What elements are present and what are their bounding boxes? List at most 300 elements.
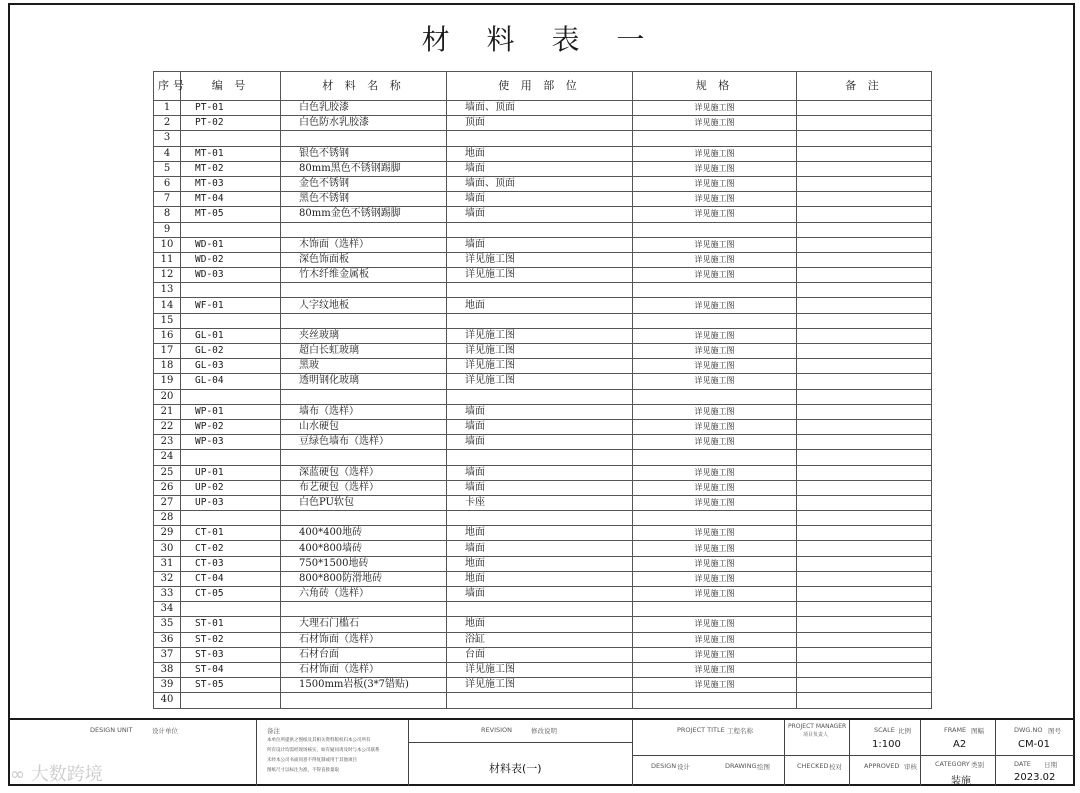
usage-location: 详见施工图 — [447, 662, 633, 677]
spec: 详见施工图 — [633, 359, 797, 374]
usage-location: 详见施工图 — [447, 268, 633, 283]
material-name: 深色饰面板 — [281, 252, 447, 267]
usage-location: 地面 — [447, 617, 633, 632]
remarks — [797, 435, 932, 450]
usage-location: 墙面 — [447, 465, 633, 480]
frame-cell — [920, 720, 995, 786]
material-name: 黑玻 — [281, 359, 447, 374]
table-row — [154, 480, 932, 495]
spec — [633, 131, 797, 146]
material-name: 黑色不锈钢 — [281, 192, 447, 207]
material-code: GL-02 — [181, 344, 281, 359]
row-index: 14 — [154, 298, 181, 313]
material-code — [181, 450, 281, 465]
material-name — [281, 511, 447, 526]
revision-cell — [408, 720, 632, 786]
usage-location: 墙面 — [447, 161, 633, 176]
table-row — [154, 511, 932, 526]
design-label: DESIGN — [651, 762, 677, 770]
table-row — [154, 252, 932, 267]
table-row — [154, 359, 932, 374]
table-row — [154, 526, 932, 541]
spec: 详见施工图 — [633, 344, 797, 359]
revision-label: REVISION — [481, 726, 513, 734]
material-code — [181, 511, 281, 526]
material-code: WD-03 — [181, 268, 281, 283]
material-code: UP-01 — [181, 465, 281, 480]
remarks — [797, 647, 932, 662]
remarks — [797, 146, 932, 161]
table-row — [154, 556, 932, 571]
project-title-cell — [632, 720, 784, 786]
date-value: 2023.02 — [1014, 772, 1056, 783]
material-name: 深蓝硬包（选样） — [281, 465, 447, 480]
remarks — [797, 495, 932, 510]
spec: 详见施工图 — [633, 647, 797, 662]
remarks — [797, 662, 932, 677]
row-index: 34 — [154, 602, 181, 617]
frame-label: FRAME — [944, 726, 967, 734]
usage-location: 地面 — [447, 526, 633, 541]
drawing-name: 材料表(一) — [489, 762, 542, 775]
remarks — [797, 374, 932, 389]
usage-location: 台面 — [447, 647, 633, 662]
watermark-logo-icon: ∞ — [10, 764, 25, 785]
drawing-label-cn: 绘图 — [757, 763, 770, 771]
material-code: WP-01 — [181, 404, 281, 419]
spec: 详见施工图 — [633, 435, 797, 450]
row-index: 20 — [154, 389, 181, 404]
dwg-no-label-cn: 图号 — [1048, 727, 1061, 735]
frame-label-cn: 图幅 — [971, 727, 984, 735]
spec — [633, 283, 797, 298]
table-row — [154, 602, 932, 617]
material-name: 800*800防滑地砖 — [281, 571, 447, 586]
table-row — [154, 146, 932, 161]
table-row — [154, 587, 932, 602]
row-index: 22 — [154, 419, 181, 434]
table-row — [154, 207, 932, 222]
spec: 详见施工图 — [633, 662, 797, 677]
row-index: 7 — [154, 192, 181, 207]
material-name: 石材台面 — [281, 647, 447, 662]
usage-location: 顶面 — [447, 116, 633, 131]
spec: 详见施工图 — [633, 298, 797, 313]
row-index: 32 — [154, 571, 181, 586]
remarks — [797, 450, 932, 465]
usage-location — [447, 450, 633, 465]
row-index: 11 — [154, 252, 181, 267]
remarks — [797, 526, 932, 541]
usage-location — [447, 131, 633, 146]
material-name: 750*1500地砖 — [281, 556, 447, 571]
material-name: 豆绿色墙布（选样） — [281, 435, 447, 450]
remarks — [797, 192, 932, 207]
material-code: CT-04 — [181, 571, 281, 586]
watermark — [10, 760, 103, 786]
category-label-cn: 类别 — [971, 761, 984, 769]
material-code: GL-03 — [181, 359, 281, 374]
remarks — [797, 480, 932, 495]
table-row — [154, 404, 932, 419]
spec: 详见施工图 — [633, 146, 797, 161]
spec: 详见施工图 — [633, 192, 797, 207]
row-index: 35 — [154, 617, 181, 632]
row-index: 13 — [154, 283, 181, 298]
remarks — [797, 116, 932, 131]
project-title-label-cn: 工程名称 — [727, 727, 753, 735]
spec: 详见施工图 — [633, 161, 797, 176]
material-code: ST-02 — [181, 632, 281, 647]
material-code: CT-01 — [181, 526, 281, 541]
category-label: CATEGORY — [935, 760, 970, 768]
material-name: 白色PU软包 — [281, 495, 447, 510]
row-index: 27 — [154, 495, 181, 510]
usage-location — [447, 389, 633, 404]
frame-value: A2 — [953, 739, 967, 750]
material-name: 夹丝玻璃 — [281, 328, 447, 343]
divider — [850, 755, 921, 756]
col-header-index: 序号 — [154, 72, 181, 101]
scale-label: SCALE — [874, 726, 895, 734]
material-name: 山水硬包 — [281, 419, 447, 434]
divider — [921, 755, 996, 756]
spec — [633, 511, 797, 526]
remarks — [797, 404, 932, 419]
remarks — [797, 283, 932, 298]
material-code — [181, 313, 281, 328]
note-line: 本单位所提供之图纸及其相关资料版权归本公司所有 — [267, 738, 371, 743]
spec: 详见施工图 — [633, 571, 797, 586]
remarks — [797, 556, 932, 571]
material-name: 80mm金色不锈钢踢脚 — [281, 207, 447, 222]
row-index: 28 — [154, 511, 181, 526]
material-code: PT-02 — [181, 116, 281, 131]
row-index: 26 — [154, 480, 181, 495]
table-row — [154, 328, 932, 343]
spec — [633, 450, 797, 465]
spec: 详见施工图 — [633, 632, 797, 647]
material-code — [181, 283, 281, 298]
material-code: MT-05 — [181, 207, 281, 222]
table-row — [154, 161, 932, 176]
category-value: 装施 — [951, 776, 971, 787]
row-index: 38 — [154, 662, 181, 677]
row-index: 9 — [154, 222, 181, 237]
material-name: 白色防水乳胶漆 — [281, 116, 447, 131]
divider — [785, 755, 850, 756]
material-code — [181, 602, 281, 617]
material-name: 六角砖（选样） — [281, 587, 447, 602]
material-name: 人字纹地板 — [281, 298, 447, 313]
material-code: CT-05 — [181, 587, 281, 602]
remarks — [797, 602, 932, 617]
row-index: 2 — [154, 116, 181, 131]
usage-location: 墙面 — [447, 237, 633, 252]
material-name — [281, 389, 447, 404]
col-header-spec: 规 格 — [633, 72, 797, 101]
material-code — [181, 131, 281, 146]
material-code: ST-03 — [181, 647, 281, 662]
table-row — [154, 131, 932, 146]
project-manager-cell — [784, 720, 849, 786]
material-code — [181, 222, 281, 237]
spec — [633, 313, 797, 328]
usage-location: 详见施工图 — [447, 328, 633, 343]
checked-label-cn: 校对 — [829, 763, 842, 771]
material-code: ST-04 — [181, 662, 281, 677]
dwg-no-cell — [995, 720, 1073, 786]
usage-location: 详见施工图 — [447, 359, 633, 374]
usage-location: 墙面、顶面 — [447, 101, 633, 116]
remarks — [797, 222, 932, 237]
spec: 详见施工图 — [633, 495, 797, 510]
design-unit-label-cn: 设计单位 — [152, 727, 178, 735]
usage-location: 地面 — [447, 556, 633, 571]
table-row — [154, 632, 932, 647]
material-name: 400*400地砖 — [281, 526, 447, 541]
divider — [633, 755, 785, 756]
usage-location — [447, 222, 633, 237]
usage-location: 墙面 — [447, 541, 633, 556]
material-code: MT-03 — [181, 176, 281, 191]
remarks — [797, 389, 932, 404]
material-code: CT-02 — [181, 541, 281, 556]
remarks — [797, 268, 932, 283]
material-name — [281, 693, 447, 708]
row-index: 30 — [154, 541, 181, 556]
table-row — [154, 237, 932, 252]
table-row — [154, 283, 932, 298]
col-header-remarks: 备 注 — [797, 72, 932, 101]
material-name: 超白长虹玻璃 — [281, 344, 447, 359]
spec: 详见施工图 — [633, 101, 797, 116]
date-label: DATE — [1014, 760, 1031, 768]
table-row — [154, 617, 932, 632]
spec: 详见施工图 — [633, 116, 797, 131]
material-name: 大理石门槛石 — [281, 617, 447, 632]
material-name — [281, 283, 447, 298]
usage-location — [447, 602, 633, 617]
material-name: 白色乳胶漆 — [281, 101, 447, 116]
material-code: WF-01 — [181, 298, 281, 313]
project-title-label: PROJECT TITLE — [677, 726, 725, 734]
material-name: 1500mm岩板(3*7错贴) — [281, 678, 447, 693]
remarks — [797, 359, 932, 374]
usage-location: 详见施工图 — [447, 252, 633, 267]
spec: 详见施工图 — [633, 207, 797, 222]
material-code — [181, 693, 281, 708]
usage-location: 墙面 — [447, 207, 633, 222]
table-row — [154, 389, 932, 404]
material-name: 400*800墙砖 — [281, 541, 447, 556]
spec — [633, 222, 797, 237]
row-index: 16 — [154, 328, 181, 343]
usage-location: 地面 — [447, 146, 633, 161]
scale-cell — [849, 720, 920, 786]
spec — [633, 389, 797, 404]
spec: 详见施工图 — [633, 541, 797, 556]
table-row — [154, 419, 932, 434]
row-index: 15 — [154, 313, 181, 328]
project-manager-label-cn: 项目负责人 — [803, 732, 829, 738]
table-row — [154, 571, 932, 586]
title-block — [8, 718, 1075, 786]
project-manager-label: PROJECT MANAGER — [788, 723, 847, 730]
spec: 详见施工图 — [633, 617, 797, 632]
table-row — [154, 298, 932, 313]
revision-label-cn: 修改说明 — [531, 727, 557, 735]
remarks — [797, 511, 932, 526]
page-title: 材 料 表 一 — [421, 23, 659, 56]
row-index: 17 — [154, 344, 181, 359]
table-row — [154, 541, 932, 556]
material-code: WP-02 — [181, 419, 281, 434]
remarks — [797, 465, 932, 480]
material-name: 墙布（选样） — [281, 404, 447, 419]
material-name: 石材饰面（选样） — [281, 662, 447, 677]
material-code: WD-02 — [181, 252, 281, 267]
spec: 详见施工图 — [633, 678, 797, 693]
usage-location: 卡座 — [447, 495, 633, 510]
usage-location: 墙面 — [447, 587, 633, 602]
design-label-cn: 设计 — [677, 763, 690, 771]
row-index: 24 — [154, 450, 181, 465]
row-index: 23 — [154, 435, 181, 450]
table-row — [154, 693, 932, 708]
material-name: 银色不锈钢 — [281, 146, 447, 161]
spec: 详见施工图 — [633, 237, 797, 252]
spec: 详见施工图 — [633, 419, 797, 434]
material-name: 木饰面（选样） — [281, 237, 447, 252]
approved-label-cn: 审核 — [904, 763, 917, 771]
usage-location: 墙面 — [447, 480, 633, 495]
notes-label: 备注 — [267, 727, 280, 735]
usage-location: 墙面 — [447, 419, 633, 434]
remarks — [797, 101, 932, 116]
spec — [633, 693, 797, 708]
remarks — [797, 298, 932, 313]
row-index: 10 — [154, 237, 181, 252]
table-row — [154, 222, 932, 237]
remarks — [797, 161, 932, 176]
material-code: CT-03 — [181, 556, 281, 571]
material-name: 80mm黑色不锈钢踢脚 — [281, 161, 447, 176]
table-row — [154, 268, 932, 283]
table-row — [154, 176, 932, 191]
spec: 详见施工图 — [633, 465, 797, 480]
material-code: WD-01 — [181, 237, 281, 252]
spec: 详见施工图 — [633, 556, 797, 571]
remarks — [797, 207, 932, 222]
spec: 详见施工图 — [633, 328, 797, 343]
note-line: 所有设计均需经现场核实，如有疑问请及时与本公司联系 — [267, 748, 380, 753]
remarks — [797, 313, 932, 328]
material-code: MT-01 — [181, 146, 281, 161]
usage-location: 墙面 — [447, 435, 633, 450]
table-header-row — [154, 72, 932, 101]
table-row — [154, 647, 932, 662]
usage-location: 浴缸 — [447, 632, 633, 647]
material-name — [281, 131, 447, 146]
material-code: MT-04 — [181, 192, 281, 207]
row-index: 29 — [154, 526, 181, 541]
remarks — [797, 419, 932, 434]
material-code: ST-01 — [181, 617, 281, 632]
col-header-material-name: 材 料 名 称 — [281, 72, 447, 101]
spec: 详见施工图 — [633, 587, 797, 602]
usage-location — [447, 283, 633, 298]
remarks — [797, 541, 932, 556]
row-index: 8 — [154, 207, 181, 222]
scale-value: 1:100 — [872, 739, 901, 750]
watermark-text: 大数跨境 — [30, 764, 103, 785]
col-header-code: 编 号 — [181, 72, 281, 101]
usage-location — [447, 693, 633, 708]
material-code: WP-03 — [181, 435, 281, 450]
material-name: 金色不锈钢 — [281, 176, 447, 191]
material-code: MT-02 — [181, 161, 281, 176]
spec: 详见施工图 — [633, 374, 797, 389]
approved-label: APPROVED — [864, 762, 900, 770]
row-index: 36 — [154, 632, 181, 647]
usage-location: 墙面 — [447, 192, 633, 207]
row-index: 4 — [154, 146, 181, 161]
scale-label-cn: 比例 — [898, 727, 911, 735]
table-row — [154, 313, 932, 328]
spec — [633, 602, 797, 617]
usage-location: 墙面 — [447, 404, 633, 419]
table-row — [154, 465, 932, 480]
usage-location: 详见施工图 — [447, 678, 633, 693]
table-row — [154, 450, 932, 465]
usage-location: 详见施工图 — [447, 374, 633, 389]
row-index: 37 — [154, 647, 181, 662]
spec: 详见施工图 — [633, 526, 797, 541]
table-row — [154, 495, 932, 510]
material-code: UP-02 — [181, 480, 281, 495]
table-row — [154, 662, 932, 677]
table-row — [154, 192, 932, 207]
design-unit-label: DESIGN UNIT — [90, 726, 133, 734]
material-code: GL-04 — [181, 374, 281, 389]
row-index: 6 — [154, 176, 181, 191]
drawing-label: DRAWING — [725, 762, 757, 770]
dwg-no-value: CM-01 — [1018, 739, 1050, 750]
remarks — [797, 237, 932, 252]
remarks — [797, 252, 932, 267]
row-index: 21 — [154, 404, 181, 419]
usage-location: 地面 — [447, 571, 633, 586]
remarks — [797, 328, 932, 343]
spec: 详见施工图 — [633, 404, 797, 419]
material-name: 竹木纤维金属板 — [281, 268, 447, 283]
material-name — [281, 450, 447, 465]
remarks — [797, 344, 932, 359]
material-name — [281, 222, 447, 237]
row-index: 39 — [154, 678, 181, 693]
remarks — [797, 617, 932, 632]
note-line: 未经本公司书面同意不得复制或用于其他项目 — [267, 758, 357, 763]
table-row — [154, 344, 932, 359]
divider — [409, 742, 633, 743]
row-index: 12 — [154, 268, 181, 283]
usage-location: 详见施工图 — [447, 344, 633, 359]
material-code: UP-03 — [181, 495, 281, 510]
material-code: GL-01 — [181, 328, 281, 343]
usage-location: 地面 — [447, 298, 633, 313]
table-row — [154, 374, 932, 389]
